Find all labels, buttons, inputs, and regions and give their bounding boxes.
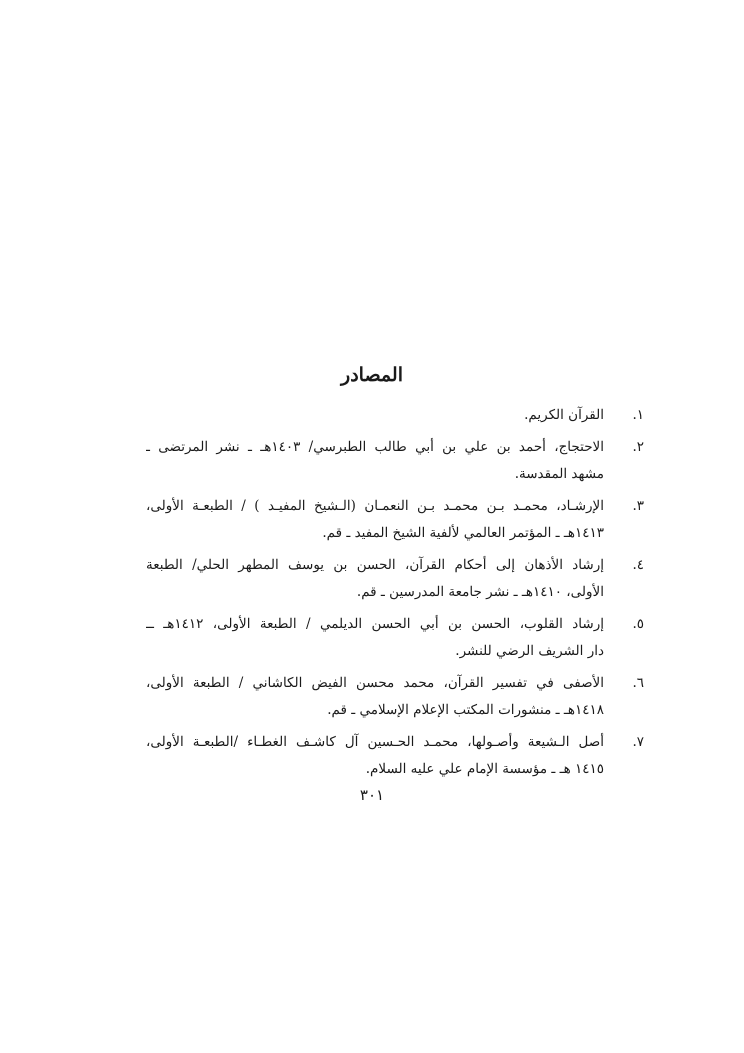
reference-line: إرشاد القلوب، الحسن بن أبي الحسن الديلمي / الطبعة الأولى، ١٤١٢هـ ــ (146, 616, 604, 632)
reference-line: أصل الـشيعة وأصـولها، محمـد الحـسين آل كاشـف الغطـاء /الطبعـة الأولى، (146, 734, 604, 750)
reference-number: ٥. (632, 616, 644, 632)
reference-line: ١٤١٥ هـ ـ مؤسسة الإمام علي عليه السلام. (365, 761, 604, 777)
reference-number: ٦. (632, 675, 644, 691)
reference-line: الأصفى في تفسير القرآن، محمد محسن الفيض الكاشاني / الطبعة الأولى، (146, 675, 604, 691)
page-title: المصادر (341, 364, 403, 386)
reference-item (146, 493, 644, 547)
reference-number: ٤. (632, 557, 644, 573)
reference-line: دار الشريف الرضي للنشر. (455, 643, 604, 659)
reference-number: ٢. (632, 439, 644, 455)
reference-line: الأولى، ١٤١٠هـ ـ نشر جامعة المدرسين ـ قم. (356, 584, 604, 600)
reference-line: الإرشـاد، محمـد بـن محمـد بـن النعمـان (الـشيخ المفيـد ) / الطبعـة الأولى، (146, 498, 604, 514)
reference-line: إرشاد الأذهان إلى أحكام القرآن، الحسن بن يوسف المطهر الحلي/ الطبعة (146, 557, 604, 573)
reference-item (146, 611, 644, 665)
reference-line: الاحتجاج، أحمد بن علي بن أبي طالب الطبرسي/ ١٤٠٣هـ ـ نشر المرتضى ـ (146, 439, 604, 455)
reference-line: القرآن الكريم. (524, 407, 604, 423)
references-list (146, 402, 644, 788)
reference-item (146, 670, 644, 724)
reference-number: ٣. (632, 498, 644, 514)
page-number: ٣٠١ (359, 786, 385, 804)
reference-item (146, 402, 644, 429)
reference-number: ٧. (632, 734, 644, 750)
reference-item (146, 434, 644, 488)
reference-item (146, 552, 644, 606)
reference-item (146, 729, 644, 783)
reference-line: ١٤١٣هـ ـ المؤتمر العالمي لألفية الشيخ المفيد ـ قم. (322, 525, 604, 541)
reference-line: ١٤١٨هـ ـ منشورات المكتب الإعلام الإسلامي ـ قم. (327, 702, 604, 718)
reference-line: مشهد المقدسة. (514, 466, 604, 482)
reference-number: ١. (632, 407, 644, 423)
